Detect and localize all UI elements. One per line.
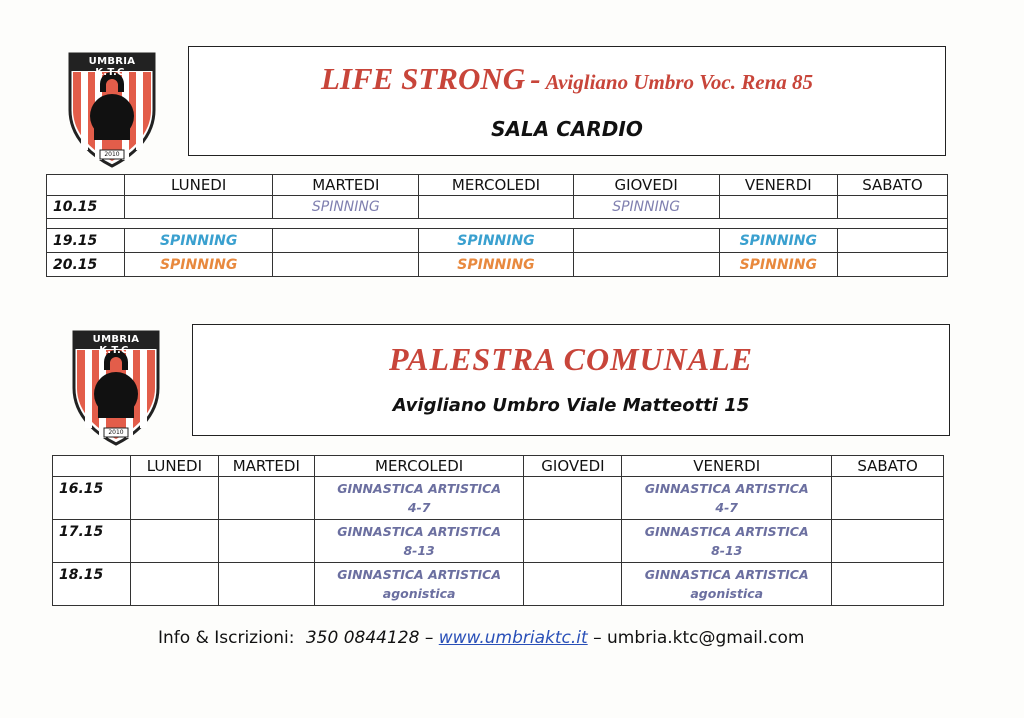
class-cell — [622, 477, 832, 520]
class-group: 8-13 — [403, 543, 435, 558]
table-row — [53, 520, 944, 563]
class-cell — [832, 520, 944, 563]
club-logo — [66, 50, 158, 168]
table-row — [53, 477, 944, 520]
header-day: GIOVEDI — [573, 175, 719, 196]
logo-text: UMBRIA K.T.C. — [88, 56, 136, 78]
class-cell — [622, 563, 832, 606]
class-cell — [314, 520, 524, 563]
header-day: LUNEDI — [130, 456, 218, 477]
header-day: GIOVEDI — [524, 456, 622, 477]
class-name: GINNASTICA ARTISTICA — [644, 567, 809, 582]
header-empty — [47, 175, 125, 196]
gym-title: PALESTRA COMUNALE — [388, 341, 754, 377]
website-link[interactable]: www.umbriaktc.it — [438, 628, 588, 648]
class-group: 4-7 — [407, 500, 431, 515]
class-name: GINNASTICA ARTISTICA — [337, 524, 502, 539]
time-cell: 10.15 — [47, 196, 125, 219]
class-cell — [837, 229, 947, 253]
class-cell — [837, 253, 947, 277]
class-cell: SPINNING — [125, 253, 273, 277]
time-cell: 17.15 — [53, 520, 131, 563]
contact-footer — [158, 628, 804, 648]
table-row — [53, 563, 944, 606]
header-day: MARTEDI — [273, 175, 419, 196]
class-cell — [524, 520, 622, 563]
class-cell — [314, 563, 524, 606]
class-name: GINNASTICA ARTISTICA — [337, 481, 502, 496]
table-row — [47, 229, 948, 253]
header-day: MERCOLEDI — [419, 175, 573, 196]
time-cell: 20.15 — [47, 253, 125, 277]
class-cell — [130, 477, 218, 520]
class-cell — [832, 477, 944, 520]
class-group: agonistica — [382, 586, 456, 601]
phone-number: 350 0844128 — [305, 628, 420, 648]
class-cell — [837, 196, 947, 219]
class-cell — [719, 196, 837, 219]
class-group: agonistica — [690, 586, 764, 601]
class-cell — [218, 520, 314, 563]
class-cell — [524, 563, 622, 606]
header-day: VENERDI — [622, 456, 832, 477]
class-cell: SPINNING — [273, 196, 419, 219]
spacer-row — [47, 219, 948, 229]
header-day: VENERDI — [719, 175, 837, 196]
life-strong-header — [188, 46, 946, 156]
class-group: 4-7 — [715, 500, 739, 515]
time-cell: 16.15 — [53, 477, 131, 520]
class-cell — [524, 477, 622, 520]
header-day: SABATO — [837, 175, 947, 196]
class-name: GINNASTICA ARTISTICA — [644, 481, 809, 496]
class-cell — [573, 229, 719, 253]
class-cell: SPINNING — [719, 253, 837, 277]
class-name: GINNASTICA ARTISTICA — [337, 567, 502, 582]
club-logo — [70, 328, 162, 446]
time-cell: 18.15 — [53, 563, 131, 606]
class-cell — [273, 229, 419, 253]
class-cell: SPINNING — [719, 229, 837, 253]
class-name: GINNASTICA ARTISTICA — [644, 524, 809, 539]
class-cell — [622, 520, 832, 563]
class-cell — [218, 477, 314, 520]
header-day: MARTEDI — [218, 456, 314, 477]
palestra-comunale-header — [192, 324, 950, 436]
class-cell: SPINNING — [573, 196, 719, 219]
class-cell — [125, 196, 273, 219]
title-dash: - — [530, 61, 541, 96]
table-row — [47, 196, 948, 219]
class-cell — [314, 477, 524, 520]
table-header-row — [47, 175, 948, 196]
header-day: SABATO — [832, 456, 944, 477]
header-day: MERCOLEDI — [314, 456, 524, 477]
room-title: SALA CARDIO — [491, 117, 643, 141]
logo-text: UMBRIA K.T.C. — [92, 334, 140, 356]
separator: – — [424, 628, 434, 648]
class-cell: SPINNING — [125, 229, 273, 253]
email-address[interactable]: umbria.ktc@gmail.com — [607, 628, 805, 648]
logo-year: 2010 — [108, 429, 124, 436]
sala-cardio-schedule — [46, 174, 948, 277]
gym-address: Avigliano Umbro Voc. Rena 85 — [545, 70, 814, 94]
class-cell — [218, 563, 314, 606]
info-label: Info & Iscrizioni: — [158, 628, 295, 648]
separator: – — [593, 628, 602, 648]
class-cell — [573, 253, 719, 277]
class-cell — [130, 563, 218, 606]
gym-address: Avigliano Umbro Viale Matteotti 15 — [392, 395, 750, 416]
class-cell — [130, 520, 218, 563]
class-cell — [419, 196, 573, 219]
palestra-schedule — [52, 455, 944, 606]
class-cell — [832, 563, 944, 606]
class-cell — [273, 253, 419, 277]
class-group: 8-13 — [711, 543, 743, 558]
table-header-row — [53, 456, 944, 477]
header-empty — [53, 456, 131, 477]
gym-title: LIFE STRONG — [320, 61, 526, 96]
time-cell: 19.15 — [47, 229, 125, 253]
logo-year: 2010 — [104, 151, 120, 158]
header-day: LUNEDI — [125, 175, 273, 196]
table-row — [47, 253, 948, 277]
class-cell: SPINNING — [419, 253, 573, 277]
class-cell: SPINNING — [419, 229, 573, 253]
